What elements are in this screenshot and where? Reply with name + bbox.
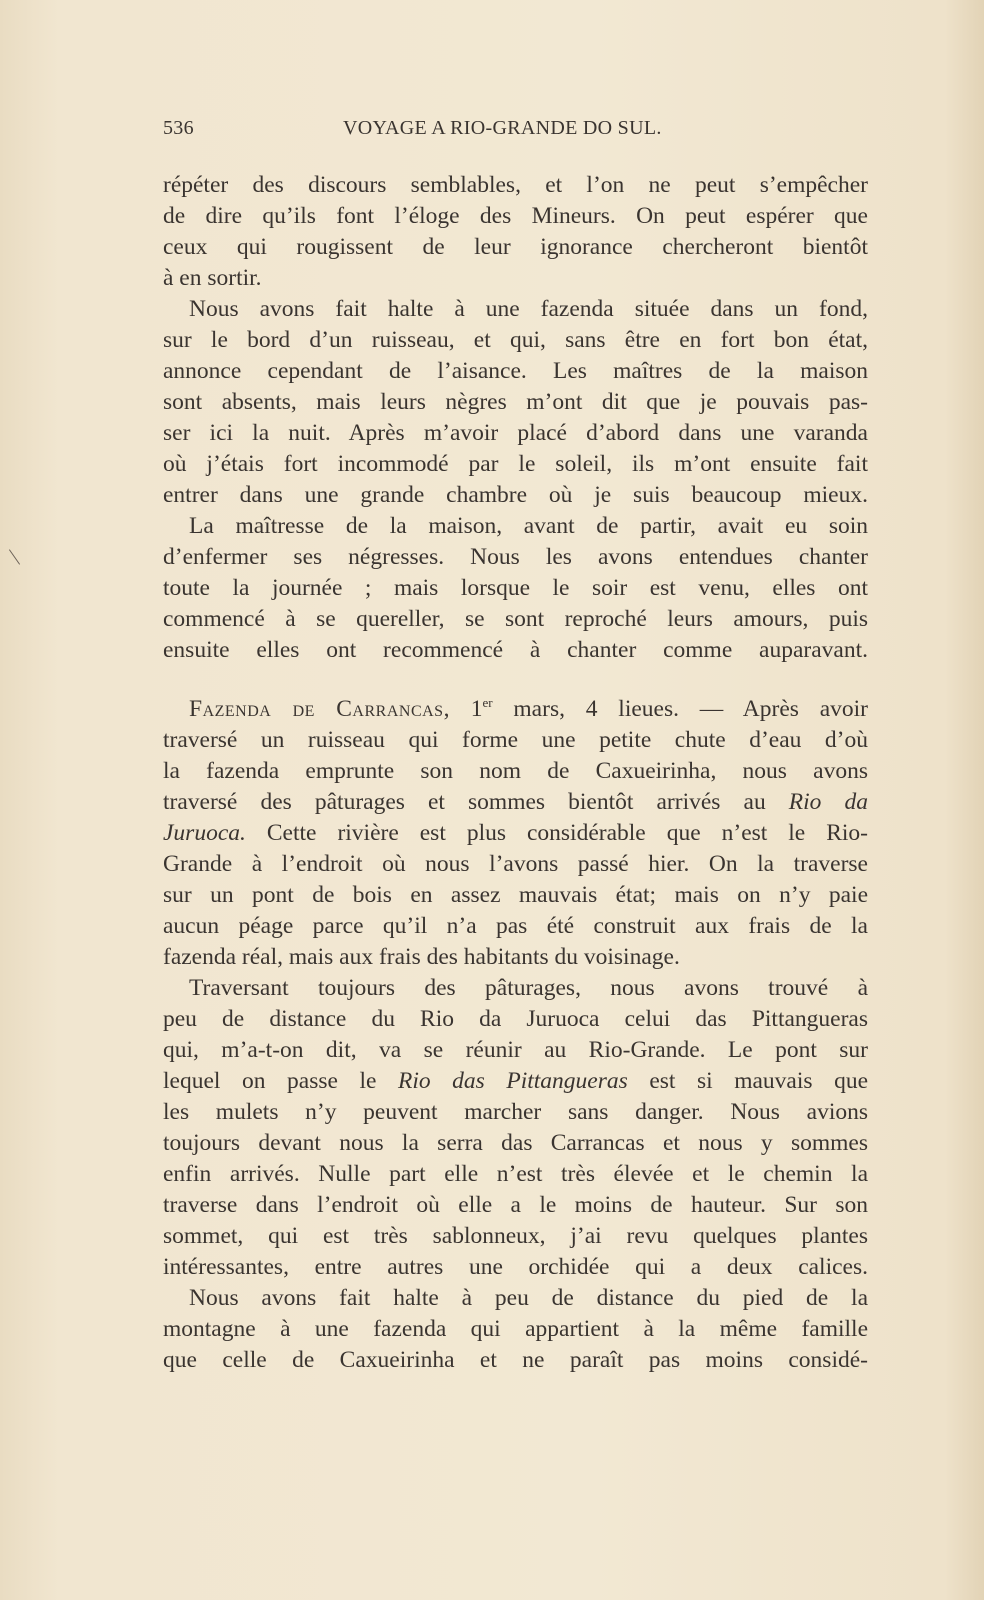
text-segment: entrer dans une grande chambre où je suis beaucoup mieux. (163, 482, 868, 508)
text-segment: Traversant toujours des pâturages, nous avons trouvé à (189, 975, 868, 1001)
italic-text: Rio da (788, 789, 868, 815)
text-segment: ser ici la nuit. Après m’avoir placé d’abord dans une varanda (163, 420, 868, 446)
text-segment: est si mauvais que (627, 1068, 868, 1094)
text-segment: commencé à se quereller, se sont reproché leurs amours, puis (163, 606, 868, 632)
text-line (163, 1097, 868, 1128)
text-segment: annonce cependant de l’aisance. Les maîtres de la maison (163, 358, 868, 384)
text-segment: Nous avons fait halte à peu de distance du pied de la (189, 1285, 868, 1311)
text-line (163, 1035, 868, 1066)
text-segment: enfin arrivés. Nulle part elle n’est très élevée et le chemin la (163, 1161, 868, 1187)
running-title: VOYAGE A RIO-GRANDE DO SUL. (343, 117, 662, 139)
text-line (163, 542, 868, 573)
text-segment: Nous avons fait halte à une fazenda située dans un fond, (189, 296, 868, 322)
page-number: 536 (163, 117, 194, 139)
text-line (163, 725, 868, 756)
text-segment: sur le bord d’un ruisseau, et qui, sans être en fort bon état, (163, 327, 868, 353)
small-caps-heading: Fazenda de Carrancas, (189, 696, 450, 722)
text-line (163, 694, 868, 725)
text-segment: sur un pont de bois en assez mauvais état; mais on n’y paie (163, 882, 868, 908)
text-line (163, 170, 868, 201)
text-segment: les mulets n’y peuvent marcher sans danger. Nous avions (163, 1099, 868, 1125)
text-line (163, 880, 868, 911)
text-segment: toujours devant nous la serra das Carrancas et nous y sommes (163, 1130, 868, 1156)
text-line (163, 1128, 868, 1159)
text-line (163, 787, 868, 818)
text-segment: La maîtresse de la maison, avant de partir, avait eu soin (189, 513, 868, 539)
text-segment: mars, 4 lieues. — Après avoir (492, 696, 868, 722)
text-line (163, 573, 868, 604)
margin-pencil-mark (9, 549, 20, 564)
text-segment: traversé des pâturages et sommes bientôt arrivés au (163, 789, 789, 815)
text-line (163, 1221, 868, 1252)
text-line (163, 1066, 868, 1097)
text-segment: la fazenda emprunte son nom de Caxueirinha, nous avons (163, 758, 868, 784)
text-segment: 1 (449, 696, 483, 722)
superscript: er (482, 695, 493, 711)
text-line (163, 325, 868, 356)
text-line (163, 818, 868, 849)
text-segment: montagne à une fazenda qui appartient à la même famille (163, 1316, 868, 1342)
text-segment: qui, m’a-t-on dit, va se réunir au Rio-Grande. Le pont sur (163, 1037, 868, 1063)
text-line (163, 1190, 868, 1221)
text-segment: peu de distance du Rio da Juruoca celui das Pittangueras (163, 1006, 868, 1032)
italic-text: Juruoca. (163, 820, 246, 846)
text-segment: lequel on passe le (163, 1068, 398, 1094)
body-text (163, 170, 868, 1376)
text-line (163, 418, 868, 449)
text-line (163, 1159, 868, 1190)
text-line (163, 1004, 868, 1035)
text-segment: toute la journée ; mais lorsque le soir est venu, elles ont (163, 575, 868, 601)
text-segment: à en sortir. (163, 265, 262, 291)
text-line (163, 973, 868, 1004)
paragraph-gap (163, 666, 868, 694)
text-line (163, 232, 868, 263)
text-segment: d’enfermer ses négresses. Nous les avons entendues chanter (163, 544, 868, 570)
text-line (163, 604, 868, 635)
text-line (163, 1252, 868, 1283)
text-line (163, 849, 868, 880)
text-segment: ceux qui rougissent de leur ignorance chercheront bientôt (163, 234, 868, 260)
text-line (163, 387, 868, 418)
text-segment: où j’étais fort incommodé par le soleil, ils m’ont ensuite fait (163, 451, 868, 477)
text-segment: traverse dans l’endroit où elle a le moins de hauteur. Sur son (163, 1192, 868, 1218)
text-line (163, 1345, 868, 1376)
text-line (163, 356, 868, 387)
text-segment: aucun péage parce qu’il n’a pas été construit aux frais de la (163, 913, 868, 939)
text-segment: intéressantes, entre autres une orchidée qui a deux calices. (163, 1254, 868, 1280)
text-segment: répéter des discours semblables, et l’on ne peut s’empêcher (163, 172, 868, 198)
text-segment: Grande à l’endroit où nous l’avons passé hier. On la traverse (163, 851, 868, 877)
text-line (163, 480, 868, 511)
text-line (163, 942, 868, 973)
text-segment: ensuite elles ont recommencé à chanter comme auparavant. (163, 637, 868, 663)
text-line (163, 911, 868, 942)
text-segment: que celle de Caxueirinha et ne paraît pas moins considé- (163, 1347, 868, 1373)
text-line (163, 1314, 868, 1345)
text-segment: sont absents, mais leurs nègres m’ont dit que je pouvais pas- (163, 389, 868, 415)
text-line (163, 756, 868, 787)
text-line (163, 263, 868, 294)
text-segment: traversé un ruisseau qui forme une petite chute d’eau d’où (163, 727, 868, 753)
text-segment: fazenda réal, mais aux frais des habitants du voisinage. (163, 944, 680, 970)
text-line (163, 449, 868, 480)
text-line (163, 294, 868, 325)
text-line (163, 635, 868, 666)
text-line (163, 1283, 868, 1314)
italic-text: Rio das Pittangueras (397, 1068, 628, 1094)
running-header (163, 117, 868, 145)
text-line (163, 511, 868, 542)
text-segment: de dire qu’ils font l’éloge des Mineurs. On peut espérer que (163, 203, 868, 229)
text-segment: sommet, qui est très sablonneux, j’ai revu quelques plantes (163, 1223, 868, 1249)
text-line (163, 201, 868, 232)
text-segment: Cette rivière est plus considérable que n’est le Rio- (245, 820, 868, 846)
